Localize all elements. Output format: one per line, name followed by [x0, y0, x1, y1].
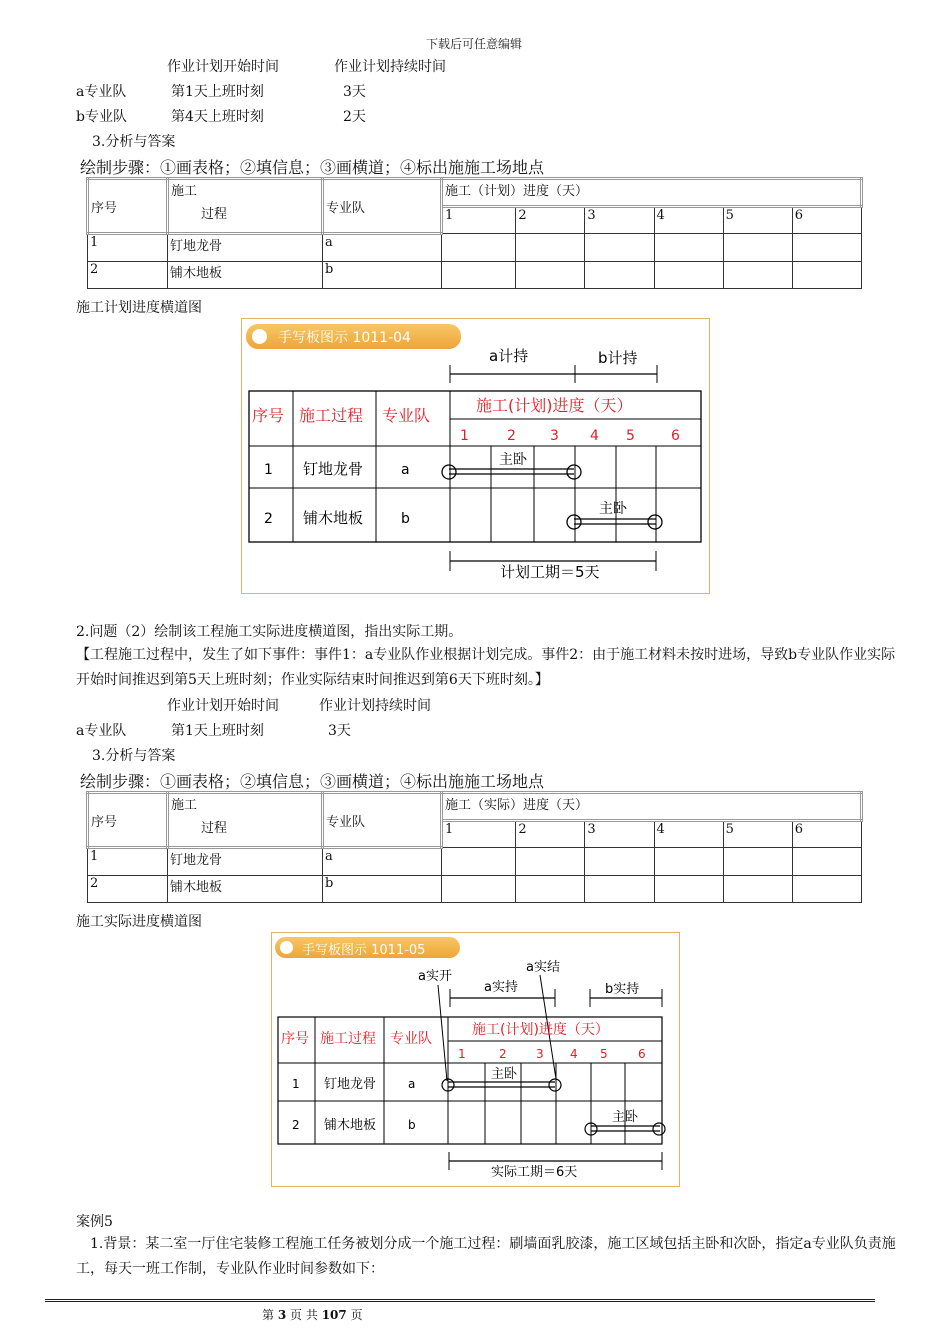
param-head-duration: 作业计划持续时间 — [319, 698, 431, 714]
b-actual-duration-note: b实持 — [605, 982, 640, 997]
param-start: 第4天上班时刻 — [171, 109, 264, 125]
board-row-no: 2 — [264, 511, 273, 527]
board-row-team: b — [401, 511, 410, 527]
board-day: 6 — [671, 428, 680, 444]
board-header-team: 专业队 — [382, 406, 431, 425]
board-header-team: 专业队 — [390, 1031, 432, 1047]
board-row-no: 2 — [292, 1118, 300, 1132]
table-row — [88, 848, 862, 876]
board-row-process: 铺木地板 — [324, 1118, 377, 1133]
board-drawing — [272, 933, 679, 1186]
board-row-no: 1 — [292, 1077, 300, 1091]
board-title: 手写板图示 1011-05 — [302, 943, 426, 958]
page-total: 107 — [321, 1308, 347, 1322]
col-header-process — [168, 179, 323, 234]
param-duration: 2天 — [343, 109, 366, 125]
row-team: a — [323, 234, 442, 262]
board-header-progress: 施工(计划)进度（天） — [476, 396, 633, 415]
row-no: 1 — [88, 234, 168, 262]
param-duration: 3天 — [343, 84, 366, 100]
board-day: 1 — [458, 1047, 466, 1061]
board-header-process: 施工过程 — [320, 1031, 376, 1047]
board-header-no: 序号 — [281, 1031, 309, 1047]
plan-period: 计划工期＝5天 — [500, 563, 600, 581]
board-row-team: a — [408, 1077, 416, 1091]
board-row-team: b — [408, 1118, 416, 1132]
question-2: 2.问题（2）绘制该工程施工实际进度横道图，指出实际工期。 — [76, 624, 463, 640]
day-header: 4 — [654, 821, 723, 848]
row-process: 铺木地板 — [168, 262, 323, 289]
col-header-progress: 施工（计划）进度（天） — [442, 179, 862, 207]
analysis-heading: 3.分析与答案 — [92, 134, 176, 150]
day-header: 6 — [792, 821, 861, 848]
param-head-duration: 作业计划持续时间 — [334, 59, 446, 75]
board-day: 6 — [638, 1047, 646, 1061]
board-day: 2 — [499, 1047, 507, 1061]
day-header: 1 — [442, 821, 516, 848]
bar-b — [567, 515, 662, 529]
row-no: 2 — [88, 876, 168, 903]
board-row-no: 1 — [264, 462, 273, 478]
col-header-team: 专业队 — [323, 793, 442, 848]
col-header-process-line2: 过程 — [201, 207, 228, 222]
a-actual-end-note: a实结 — [526, 960, 560, 975]
board-day: 2 — [507, 428, 516, 444]
board-day: 1 — [460, 428, 469, 444]
day-header: 6 — [792, 207, 861, 234]
bar-b-label: 主卧 — [599, 501, 627, 517]
col-header-no: 序号 — [88, 793, 168, 848]
param-head-start: 作业计划开始时间 — [167, 698, 279, 714]
whiteboard-figure-actual — [271, 932, 680, 1187]
row-process: 钉地龙骨 — [168, 234, 323, 262]
col-header-process-line1: 施工 — [171, 798, 198, 813]
day-header: 2 — [516, 207, 585, 234]
board-header-no: 序号 — [252, 406, 285, 425]
row-process: 铺木地板 — [168, 876, 323, 903]
table-row — [88, 262, 862, 289]
event-description: 【工程施工过程中，发生了如下事件：事件1：a专业队作业根据计划完成。事件2：由于施工材料未按时进场，导致b专业队作业实际开始时间推迟到第5天上班时刻；作业实际结束时间推迟到第6天下班时刻。】 — [76, 647, 896, 688]
param-start: 第1天上班时刻 — [171, 723, 264, 739]
footer-post: 页 — [350, 1308, 363, 1322]
b-plan-duration-note: b计持 — [598, 349, 638, 367]
board-row-process: 钉地龙骨 — [324, 1077, 377, 1092]
drawing-steps: 绘制步骤：①画表格；②填信息；③画横道；④标出施施工场地点 — [80, 158, 545, 177]
day-header: 3 — [585, 207, 654, 234]
case-background: 1.背景：某二室一厅住宅装修工程施工任务被划分成一个施工过程：刷墙面乳胶漆，施工区域包括主卧和次卧，指定a专业队负责施工，每天一班工作制，专业队作业时间参数如下： — [76, 1236, 896, 1277]
param-team: b专业队 — [76, 109, 127, 125]
footer-rule — [45, 1299, 875, 1302]
board-row-process: 铺木地板 — [303, 509, 364, 527]
row-no: 1 — [88, 848, 168, 876]
footer-pre: 第 — [262, 1308, 275, 1322]
col-header-process-line1: 施工 — [171, 184, 198, 199]
footer-mid: 页 共 — [290, 1308, 318, 1322]
a-actual-duration-note: a实持 — [484, 980, 518, 995]
col-header-team: 专业队 — [323, 179, 442, 234]
param-team: a专业队 — [76, 723, 127, 739]
day-header: 5 — [723, 207, 792, 234]
day-header: 5 — [723, 821, 792, 848]
col-header-process — [168, 793, 323, 848]
board-title: 手写板图示 1011-04 — [278, 330, 411, 346]
param-head-start: 作业计划开始时间 — [167, 59, 279, 75]
param-start: 第1天上班时刻 — [171, 84, 264, 100]
bar-a-label: 主卧 — [491, 1067, 518, 1082]
page-header: 下载后可任意编辑 — [426, 37, 523, 51]
bar-a-label: 主卧 — [499, 452, 527, 468]
row-team: a — [323, 848, 442, 876]
col-header-progress: 施工（实际）进度（天） — [442, 793, 862, 821]
board-row-process: 钉地龙骨 — [303, 460, 364, 478]
actual-schedule-table — [86, 791, 863, 903]
row-process: 钉地龙骨 — [168, 848, 323, 876]
param-team: a专业队 — [76, 84, 127, 100]
day-header: 1 — [442, 207, 516, 234]
col-header-process-line2: 过程 — [201, 821, 228, 836]
bar-b-label: 主卧 — [612, 1110, 639, 1125]
table-row — [88, 876, 862, 903]
analysis-heading: 3.分析与答案 — [92, 748, 176, 764]
board-day: 5 — [600, 1047, 608, 1061]
board-day: 4 — [570, 1047, 578, 1061]
row-team: b — [323, 876, 442, 903]
board-drawing — [242, 319, 709, 593]
board-header-progress: 施工(计划)进度（天） — [472, 1022, 609, 1038]
plan-schedule-table — [86, 177, 863, 289]
whiteboard-figure-plan — [241, 318, 710, 594]
board-day: 4 — [590, 428, 599, 444]
day-header: 3 — [585, 821, 654, 848]
board-day: 5 — [626, 428, 635, 444]
row-no: 2 — [88, 262, 168, 289]
board-row-team: a — [401, 462, 410, 478]
drawing-steps: 绘制步骤：①画表格；②填信息；③画横道；④标出施施工场地点 — [80, 772, 545, 791]
col-header-no: 序号 — [88, 179, 168, 234]
figure-caption: 施工实际进度横道图 — [76, 914, 202, 930]
a-actual-start-note: a实开 — [418, 969, 452, 984]
a-plan-duration-note: a计持 — [489, 347, 529, 365]
param-duration: 3天 — [328, 723, 351, 739]
case-title: 案例5 — [76, 1214, 113, 1230]
day-header: 4 — [654, 207, 723, 234]
board-day: 3 — [536, 1047, 544, 1061]
figure-caption: 施工计划进度横道图 — [76, 300, 202, 316]
day-header: 2 — [516, 821, 585, 848]
board-header-process: 施工过程 — [299, 406, 364, 425]
page-number: 3 — [277, 1308, 287, 1322]
row-team: b — [323, 262, 442, 289]
actual-period: 实际工期＝6天 — [491, 1165, 578, 1180]
table-row — [88, 234, 862, 262]
board-day: 3 — [550, 428, 559, 444]
page-footer — [262, 1306, 363, 1323]
